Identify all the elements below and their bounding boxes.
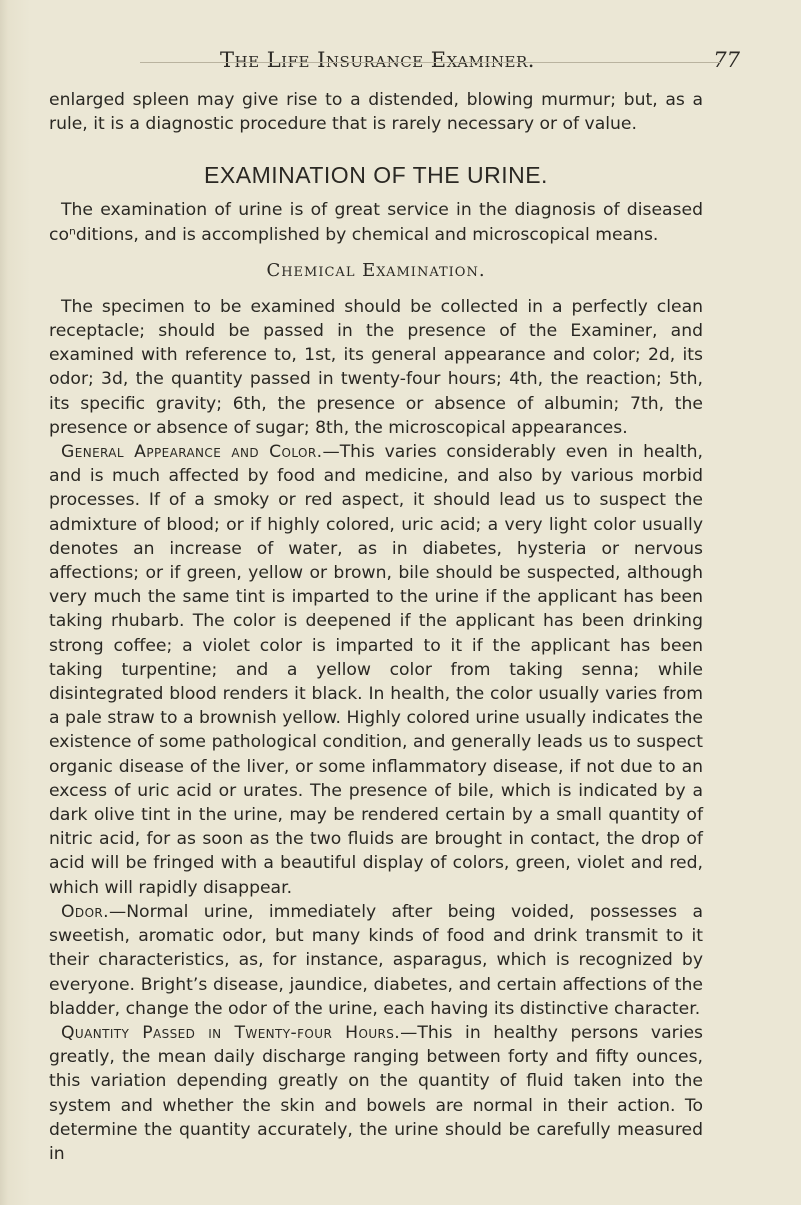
general-appearance-paragraph <box>49 440 703 900</box>
specimen-paragraph: The specimen to be examined should be collected in a perfectly clean receptacle; should be passed in the presence of the Examiner, and examined with reference to, 1st, its general appearance and color; 2d, its odor; 3d, the quantity passed in twenty-four hours; 4th, the reaction; 5th, its specific gravity; 6th, the presence or absence of albumin; 7th, the presence or absence of sugar; 8th, the microscopical appearances. <box>49 296 703 438</box>
odor-text: —Normal urine, immediately after being voided, possesses a sweetish, aromatic odor, but many kinds of food and drink transmit to it their characteristics, as, for instance, asparagus, which is recognized by everyone. Bright’s disease, jaundice, diabetes, and certain affections of the bladder, change the odor of the urine, each having its distinctive character. <box>49 901 703 1019</box>
section-intro-paragraph: The examination of urine is of great service in the diagnosis of diseased coⁿditions, and is accomplished by chemical and microscopical means. <box>49 200 703 245</box>
page-header <box>90 48 740 82</box>
odor-heading: Odor. <box>61 901 110 922</box>
section-heading: EXAMINATION OF THE URINE. <box>204 162 548 189</box>
page-number: 77 <box>713 48 740 72</box>
header-rule <box>140 62 720 63</box>
general-appearance-heading: General Appearance and Color. <box>61 442 323 463</box>
subheading: Chemical Examination. <box>266 259 486 281</box>
intro-paragraph: enlarged spleen may give rise to a distended, blowing murmur; but, as a rule, it is a diagnostic procedure that is rarely necessary or of value. <box>49 90 703 135</box>
quantity-paragraph <box>49 1021 703 1166</box>
body-text <box>49 88 703 1166</box>
running-title: The Life Insurance Examiner. <box>220 48 535 72</box>
odor-paragraph <box>49 900 703 1021</box>
quantity-heading: Quantity Passed in Twenty-four Hours. <box>61 1022 401 1043</box>
general-appearance-text: —This varies considerably even in health, and is much affected by food and medicine, and also by various morbid processes. If of a smoky or red aspect, it should lead us to suspect the admixture of blood; or if highly colored, uric acid; a very light color usually denotes an increase of water, as in diabetes, hysteria or nervous affections; or if green, yellow or brown, bile should be suspected, although very much the same tint is imparted to the urine if the applicant has been taking rhubarb. The color is deepened if the applicant has been drinking strong coffee; a violet color is imparted to it if the applicant has been taking turpentine; and a yellow color from taking senna; while disintegrated blood renders it black. In health, the color usually varies from a pale straw to a brownish yellow. Highly colored urine usually indicates the existence of some pathological condition, and generally leads us to suspect organic disease of the liver, or some inflammatory disease, if not due to an excess of uric acid or urates. The presence of bile, which is indicated by a dark olive tint in the urine, may be rendered certain by a small quantity of nitric acid, for as soon as the two fluids are brought in contact, the drop of acid will be fringed with a beautiful display of colors, green, violet and red, which will rapidly disappear. <box>49 442 703 898</box>
quantity-text: —This in healthy persons varies greatly, the mean daily discharge ranging between forty and fifty ounces, this variation depending greatly on the quantity of fluid taken into the system and whether the skin and bowels are normal in their action. To determine the quantity accurately, the urine should be carefully measured in <box>49 1022 704 1164</box>
